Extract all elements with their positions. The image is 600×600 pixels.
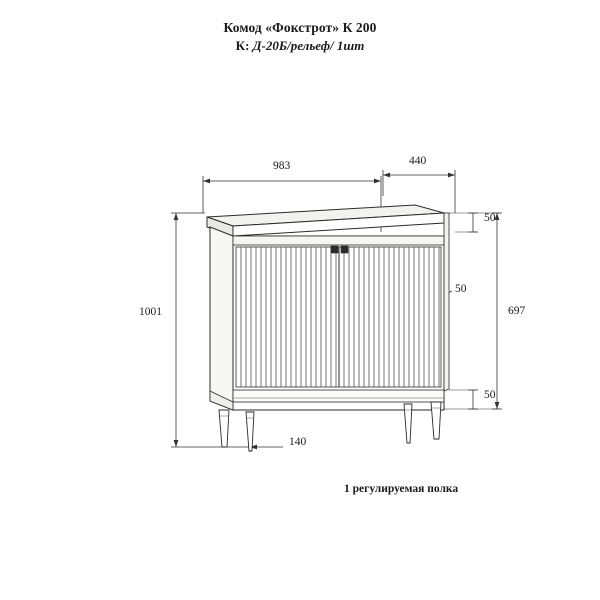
dimension-lines-leg <box>250 430 283 452</box>
handle-right <box>341 246 348 253</box>
page-title: Комод «Фокстрот» К 200 <box>223 20 377 35</box>
furniture-body <box>207 205 449 451</box>
cabinet-left-side <box>210 227 233 410</box>
cabinet-top-rail <box>233 236 444 245</box>
cabinet-base-rail <box>233 390 444 402</box>
dim-label-base-height: 50 <box>484 389 496 401</box>
cabinet-right-edge <box>444 213 449 391</box>
subtitle-prefix: К: <box>235 38 250 53</box>
dim-label-depth-callout: 50 <box>455 283 467 295</box>
subtitle-rest: Д-20Б/рельеф/ 1шт <box>249 38 365 53</box>
dim-label-leg-span: 140 <box>289 436 307 448</box>
dim-label-top-thickness: 50 <box>484 212 496 224</box>
handle-left <box>331 246 338 253</box>
shelf-note: 1 регулируемая полка <box>344 483 459 495</box>
dim-label-body-height: 697 <box>508 305 526 317</box>
dim-label-depth: 440 <box>409 155 427 167</box>
dim-label-width: 983 <box>273 160 291 172</box>
leg-front-right <box>431 402 441 439</box>
leg-front-left <box>219 410 229 447</box>
dimension-arrows-top <box>203 173 455 184</box>
dim-label-total-height: 1001 <box>139 306 162 318</box>
